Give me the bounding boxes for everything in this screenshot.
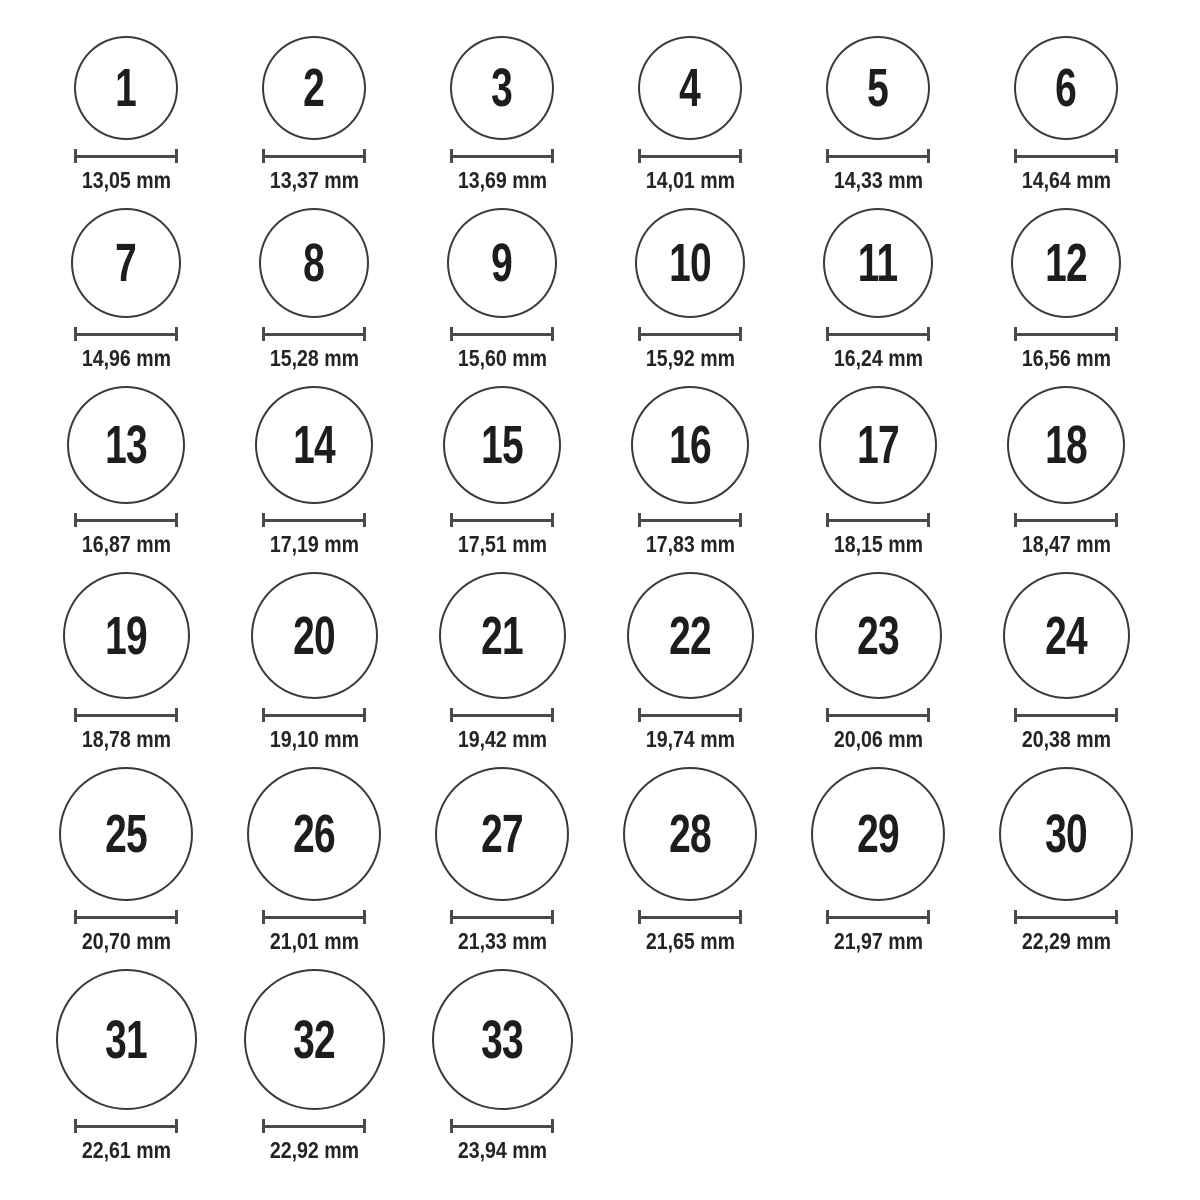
- diameter-measure-line: [74, 327, 178, 341]
- diameter-measure-line: [262, 513, 366, 527]
- diameter-measure-line: [74, 910, 178, 924]
- ring-circle: [63, 572, 190, 699]
- ring-size-number: 6: [1055, 58, 1077, 118]
- ring-circle: [1003, 572, 1130, 699]
- ring-circle: [262, 36, 366, 140]
- ring-size-number: 10: [669, 233, 711, 293]
- diameter-measure-line: [638, 910, 742, 924]
- diameter-measure-line: [74, 708, 178, 722]
- diameter-label: 21,65 mm: [645, 928, 735, 954]
- diameter-label: 17,19 mm: [269, 531, 359, 557]
- diameter-label: 19,74 mm: [645, 726, 735, 752]
- ring-size-number: 8: [303, 233, 325, 293]
- ring-circle: [1007, 386, 1125, 504]
- diameter-label: 15,28 mm: [269, 345, 359, 371]
- ring-circle: [623, 767, 757, 901]
- ring-size-number: 29: [857, 804, 899, 864]
- diameter-measure-line: [74, 149, 178, 163]
- diameter-label: 23,94 mm: [457, 1137, 547, 1163]
- ring-size-number: 15: [481, 415, 523, 475]
- ring-size-cell: [815, 572, 942, 753]
- ring-size-number: 11: [858, 233, 898, 293]
- ring-size-cell: [638, 36, 743, 194]
- diameter-label: 14,64 mm: [1021, 167, 1111, 193]
- diameter-measure-line: [262, 708, 366, 722]
- ring-size-cell: [247, 767, 381, 955]
- ring-circle: [447, 208, 557, 318]
- diameter-measure-line: [1014, 327, 1118, 341]
- diameter-label: 20,70 mm: [81, 928, 171, 954]
- diameter-measure-line: [826, 708, 930, 722]
- ring-size-number: 4: [679, 58, 701, 118]
- ring-size-cell: [627, 572, 754, 753]
- diameter-label: 18,47 mm: [1021, 531, 1111, 557]
- ring-circle: [631, 386, 749, 504]
- diameter-label: 15,92 mm: [645, 345, 735, 371]
- diameter-label: 20,06 mm: [833, 726, 923, 752]
- ring-circle: [819, 386, 937, 504]
- ring-size-cell: [443, 386, 561, 558]
- diameter-measure-line: [74, 513, 178, 527]
- diameter-label: 19,10 mm: [269, 726, 359, 752]
- diameter-measure-line: [1014, 910, 1118, 924]
- diameter-label: 21,01 mm: [269, 928, 359, 954]
- ring-size-cell: [251, 572, 378, 753]
- ring-circle: [247, 767, 381, 901]
- diameter-label: 17,83 mm: [645, 531, 735, 557]
- diameter-label: 13,37 mm: [269, 167, 359, 193]
- ring-size-cell: [67, 386, 185, 558]
- diameter-label: 15,60 mm: [457, 345, 547, 371]
- ring-circle: [635, 208, 745, 318]
- diameter-label: 13,05 mm: [81, 167, 171, 193]
- diameter-label: 22,61 mm: [81, 1137, 171, 1163]
- ring-size-number: 16: [669, 415, 711, 475]
- diameter-label: 22,29 mm: [1021, 928, 1111, 954]
- diameter-measure-line: [826, 327, 930, 341]
- diameter-label: 14,01 mm: [645, 167, 735, 193]
- ring-circle: [432, 969, 573, 1110]
- diameter-measure-line: [450, 708, 554, 722]
- ring-size-cell: [262, 36, 367, 194]
- ring-size-cell: [71, 208, 181, 372]
- diameter-measure-line: [826, 910, 930, 924]
- ring-size-number: 27: [481, 804, 523, 864]
- ring-circle: [1014, 36, 1118, 140]
- ring-size-number: 12: [1045, 233, 1087, 293]
- diameter-measure-line: [450, 910, 554, 924]
- ring-circle: [450, 36, 554, 140]
- ring-size-cell: [819, 386, 937, 558]
- diameter-measure-line: [1014, 708, 1118, 722]
- diameter-label: 21,33 mm: [457, 928, 547, 954]
- ring-size-cell: [823, 208, 933, 372]
- ring-size-cell: [63, 572, 190, 753]
- diameter-label: 14,96 mm: [81, 345, 171, 371]
- diameter-measure-line: [450, 327, 554, 341]
- ring-size-cell: [811, 767, 945, 955]
- diameter-label: 21,97 mm: [833, 928, 923, 954]
- diameter-measure-line: [1014, 149, 1118, 163]
- diameter-label: 22,92 mm: [269, 1137, 359, 1163]
- diameter-label: 20,38 mm: [1021, 726, 1111, 752]
- ring-circle: [627, 572, 754, 699]
- ring-size-cell: [255, 386, 373, 558]
- ring-size-number: 9: [491, 233, 513, 293]
- ring-circle: [74, 36, 178, 140]
- ring-size-cell: [439, 572, 566, 753]
- diameter-measure-line: [638, 149, 742, 163]
- diameter-measure-line: [74, 1119, 178, 1133]
- ring-circle: [244, 969, 385, 1110]
- diameter-measure-line: [262, 327, 366, 341]
- diameter-label: 18,78 mm: [81, 726, 171, 752]
- diameter-label: 18,15 mm: [833, 531, 923, 557]
- diameter-measure-line: [262, 1119, 366, 1133]
- ring-size-number: 5: [867, 58, 889, 118]
- diameter-measure-line: [826, 149, 930, 163]
- ring-size-cell: [74, 36, 179, 194]
- ring-circle: [811, 767, 945, 901]
- ring-size-cell: [1014, 36, 1119, 194]
- ring-size-number: 2: [303, 58, 325, 118]
- ring-size-number: 30: [1045, 804, 1087, 864]
- ring-size-number: 25: [105, 804, 147, 864]
- ring-size-number: 17: [857, 415, 899, 475]
- ring-size-cell: [450, 36, 555, 194]
- ring-size-cell: [447, 208, 557, 372]
- ring-circle: [67, 386, 185, 504]
- ring-size-cell: [244, 969, 385, 1164]
- ring-size-number: 28: [669, 804, 711, 864]
- diameter-label: 13,69 mm: [457, 167, 547, 193]
- ring-size-number: 18: [1045, 415, 1087, 475]
- ring-size-number: 32: [293, 1009, 335, 1070]
- diameter-label: 17,51 mm: [457, 531, 547, 557]
- ring-size-number: 14: [293, 415, 335, 475]
- ring-circle: [251, 572, 378, 699]
- ring-size-cell: [826, 36, 931, 194]
- ring-size-cell: [623, 767, 757, 955]
- ring-circle: [1011, 208, 1121, 318]
- ring-size-number: 19: [105, 605, 147, 666]
- ring-circle: [435, 767, 569, 901]
- ring-size-grid: [32, 36, 1200, 1164]
- ring-size-cell: [999, 767, 1133, 955]
- diameter-label: 16,56 mm: [1021, 345, 1111, 371]
- diameter-label: 19,42 mm: [457, 726, 547, 752]
- ring-size-cell: [1007, 386, 1125, 558]
- ring-size-cell: [56, 969, 197, 1164]
- ring-circle: [59, 767, 193, 901]
- diameter-measure-line: [638, 513, 742, 527]
- ring-size-number: 20: [293, 605, 335, 666]
- ring-size-number: 7: [115, 233, 137, 293]
- ring-size-cell: [631, 386, 749, 558]
- ring-circle: [999, 767, 1133, 901]
- ring-circle: [259, 208, 369, 318]
- diameter-measure-line: [1014, 513, 1118, 527]
- ring-size-cell: [432, 969, 573, 1164]
- ring-size-number: 26: [293, 804, 335, 864]
- diameter-measure-line: [262, 149, 366, 163]
- ring-size-number: 1: [115, 58, 137, 118]
- ring-circle: [255, 386, 373, 504]
- ring-size-number: 13: [105, 415, 147, 475]
- diameter-measure-line: [450, 513, 554, 527]
- ring-size-cell: [435, 767, 569, 955]
- ring-size-number: 33: [481, 1009, 523, 1070]
- diameter-measure-line: [262, 910, 366, 924]
- diameter-label: 16,24 mm: [833, 345, 923, 371]
- ring-circle: [638, 36, 742, 140]
- diameter-label: 16,87 mm: [81, 531, 171, 557]
- ring-circle: [71, 208, 181, 318]
- ring-size-number: 3: [491, 58, 513, 118]
- ring-size-number: 21: [481, 605, 523, 666]
- diameter-measure-line: [638, 327, 742, 341]
- ring-circle: [826, 36, 930, 140]
- ring-size-cell: [59, 767, 193, 955]
- ring-size-number: 23: [857, 605, 899, 666]
- ring-circle: [815, 572, 942, 699]
- ring-size-cell: [1003, 572, 1130, 753]
- ring-circle: [443, 386, 561, 504]
- diameter-measure-line: [450, 149, 554, 163]
- ring-size-number: 31: [105, 1009, 147, 1070]
- ring-size-number: 22: [669, 605, 711, 666]
- diameter-measure-line: [826, 513, 930, 527]
- ring-size-cell: [1011, 208, 1121, 372]
- ring-size-cell: [259, 208, 369, 372]
- diameter-measure-line: [450, 1119, 554, 1133]
- ring-size-number: 24: [1045, 605, 1087, 666]
- ring-size-cell: [635, 208, 745, 372]
- ring-circle: [823, 208, 933, 318]
- diameter-label: 14,33 mm: [833, 167, 923, 193]
- diameter-measure-line: [638, 708, 742, 722]
- ring-circle: [56, 969, 197, 1110]
- ring-circle: [439, 572, 566, 699]
